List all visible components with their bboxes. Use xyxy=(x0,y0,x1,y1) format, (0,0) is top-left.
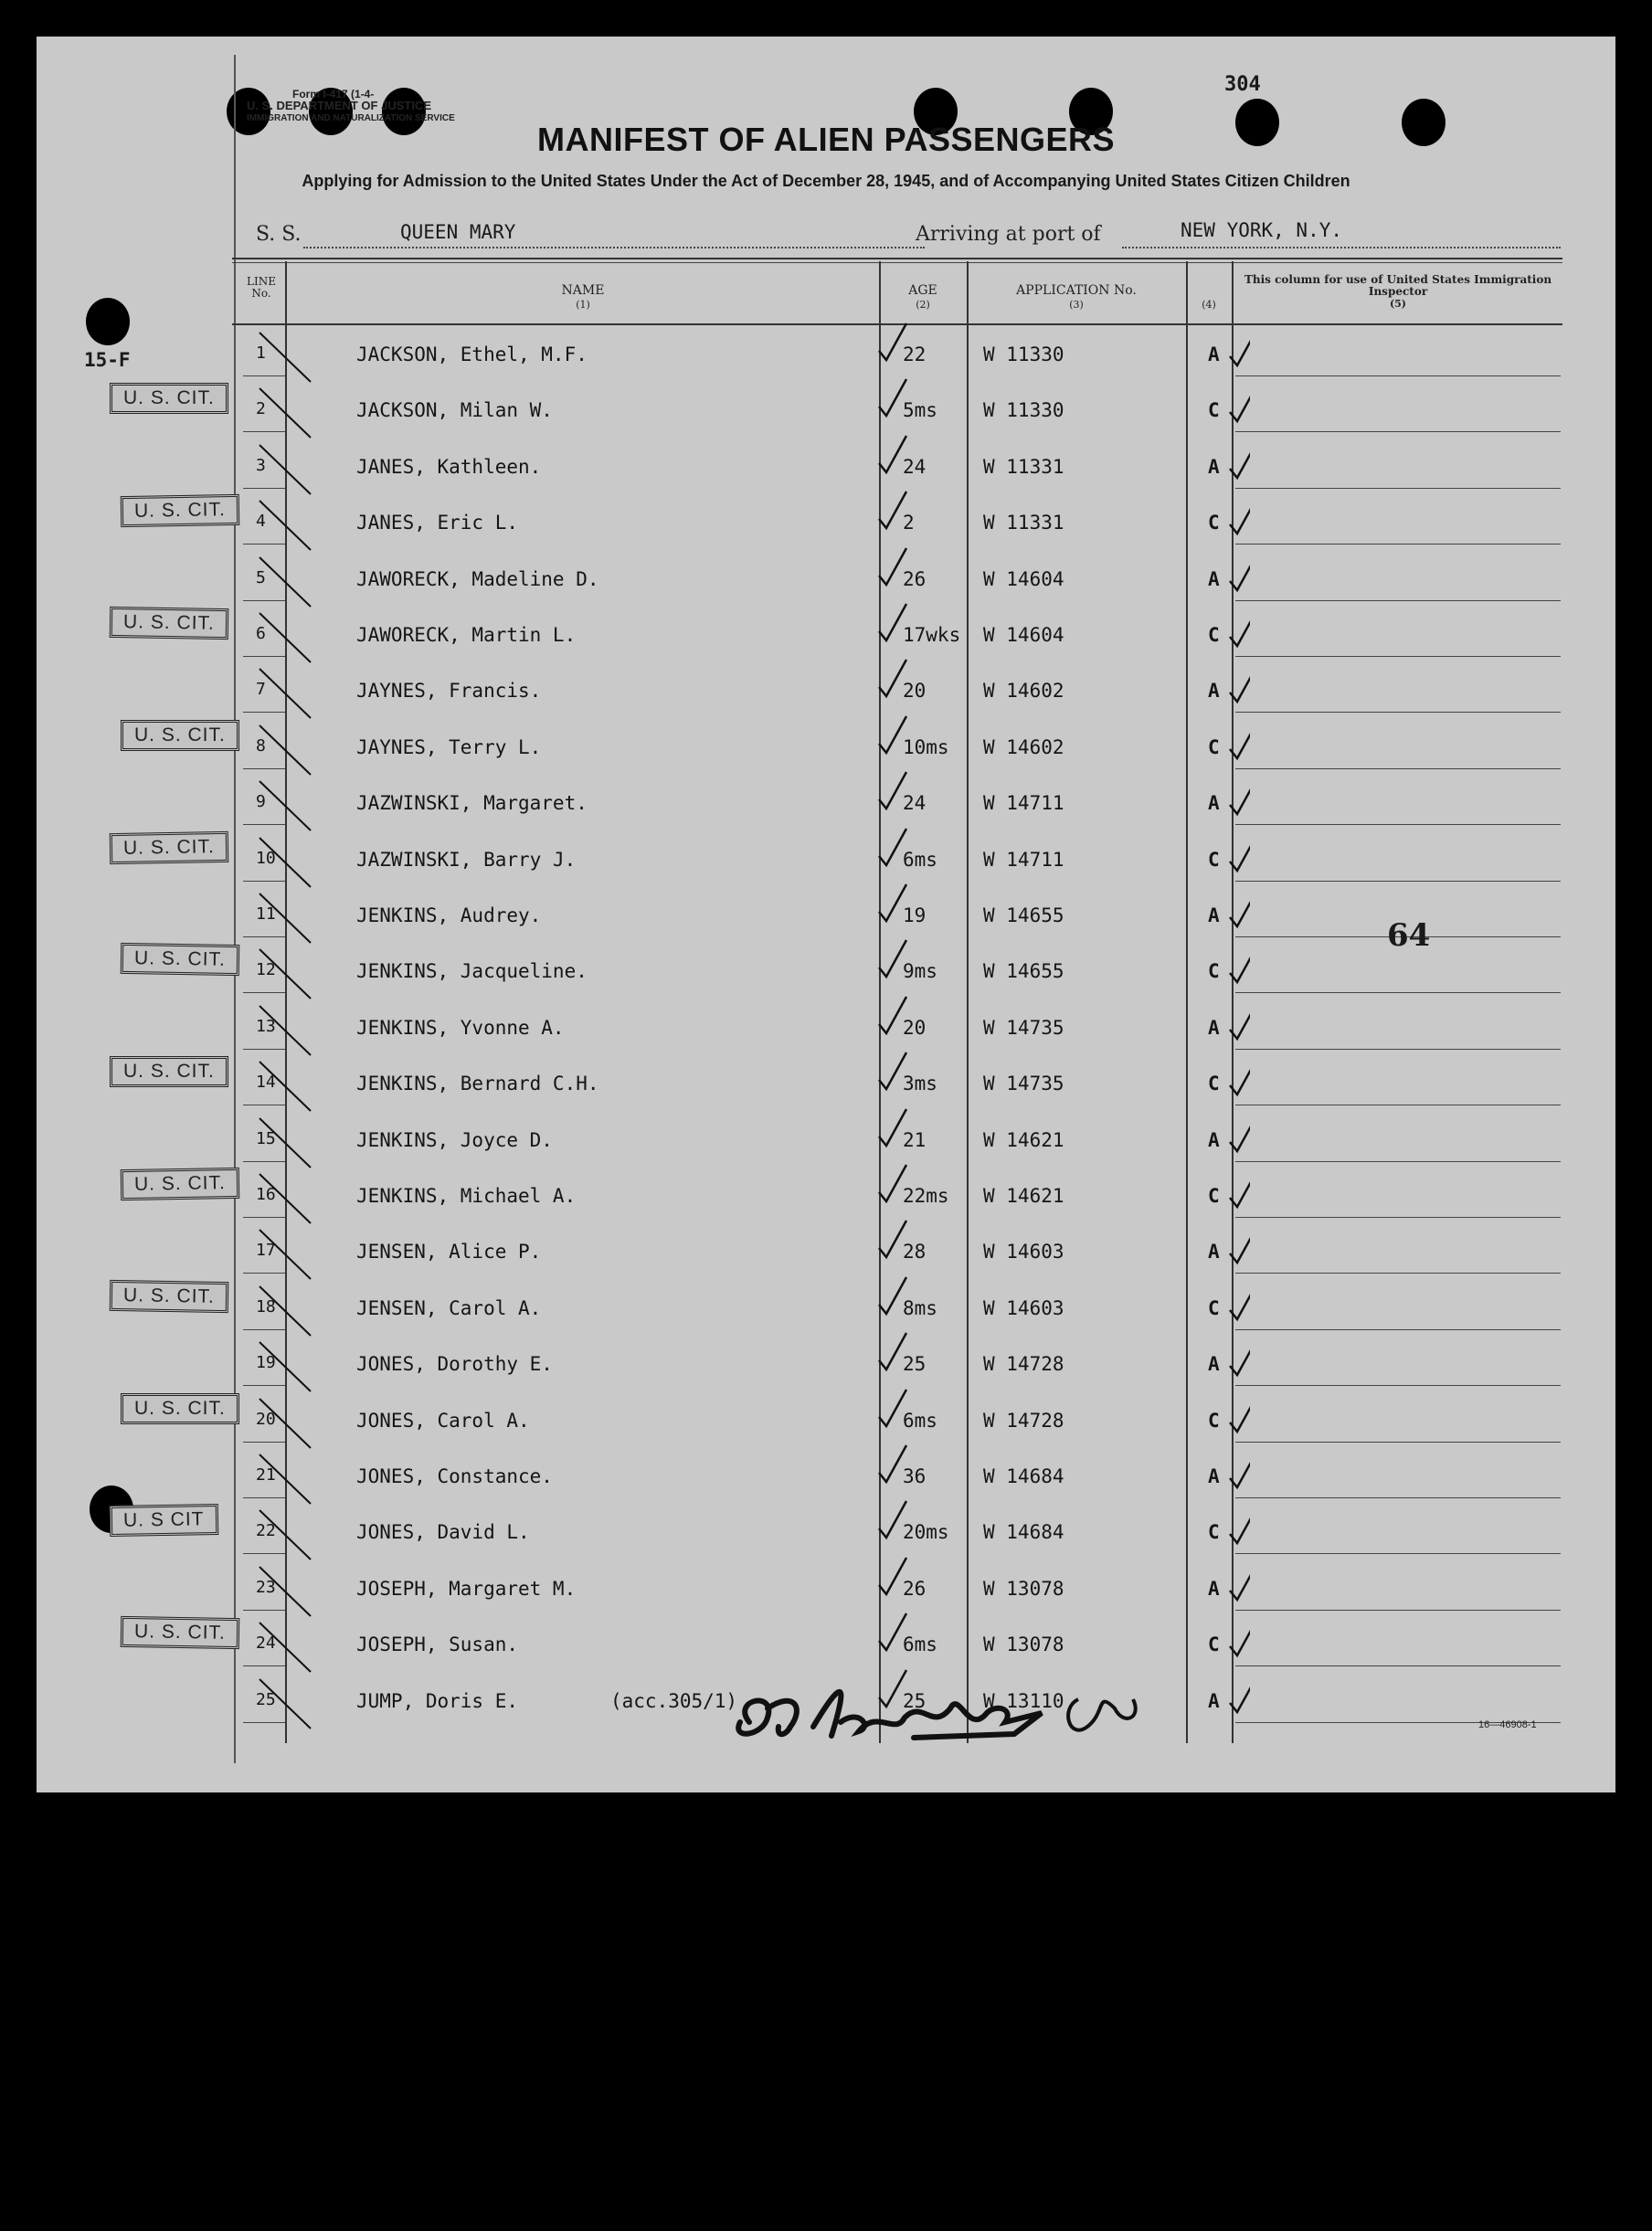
application-number: W 14735 xyxy=(983,1073,1064,1094)
line-slash-mark xyxy=(254,1228,318,1283)
status-code: A xyxy=(1208,344,1220,365)
passenger-name: JAWORECK, Madeline D. xyxy=(356,568,599,590)
status-code: A xyxy=(1208,568,1220,590)
check-mark-icon xyxy=(875,1105,912,1151)
passenger-age: 21 xyxy=(903,1129,927,1151)
side-note: 15-F xyxy=(84,349,131,371)
line-number: 16 xyxy=(256,1185,276,1204)
table-row xyxy=(37,886,1615,942)
application-number: W 14604 xyxy=(983,568,1064,590)
status-code: A xyxy=(1208,904,1220,926)
line-slash-mark xyxy=(254,386,318,441)
inspector-row-rule xyxy=(1235,600,1561,601)
col-header-line: LINE No. xyxy=(247,275,276,300)
passenger-name: JAWORECK, Martin L. xyxy=(356,624,577,646)
application-number: W 14655 xyxy=(983,904,1064,926)
application-number: W 14655 xyxy=(983,960,1064,982)
table-row xyxy=(37,1391,1615,1447)
col-header-age: AGE (2) xyxy=(908,283,937,311)
table-row xyxy=(37,606,1615,661)
passenger-age: 2 xyxy=(903,512,915,534)
check-mark-icon xyxy=(1226,1335,1250,1380)
line-slash-mark xyxy=(254,443,318,498)
service-header: IMMIGRATION AND NATURALIZATION SERVICE xyxy=(247,113,455,123)
application-number: W 11330 xyxy=(983,399,1064,421)
status-code: C xyxy=(1208,736,1220,758)
passenger-age: 22 xyxy=(903,344,927,365)
status-code: C xyxy=(1208,1185,1220,1207)
check-mark-icon xyxy=(875,545,912,590)
inspector-row-rule xyxy=(1235,488,1561,489)
passenger-name: JENKINS, Joyce D. xyxy=(356,1129,553,1151)
check-mark-icon xyxy=(1226,493,1250,539)
inspector-signature xyxy=(713,1672,1261,1754)
us-citizen-stamp: U. S. CIT. xyxy=(110,383,228,414)
passenger-name: JOSEPH, Susan. xyxy=(356,1634,519,1655)
check-mark-icon xyxy=(875,1161,912,1207)
passenger-name: JONES, Dorothy E. xyxy=(356,1353,553,1375)
passenger-name: JENSEN, Alice P. xyxy=(356,1241,542,1263)
check-mark-icon xyxy=(875,1329,912,1375)
line-number: 11 xyxy=(256,904,276,924)
line-slash-mark xyxy=(254,1508,318,1563)
check-mark-icon xyxy=(1226,999,1250,1044)
table-row xyxy=(37,1279,1615,1335)
line-number: 21 xyxy=(256,1465,276,1485)
status-code: A xyxy=(1208,1017,1220,1039)
line-number: 14 xyxy=(256,1073,276,1092)
line-number: 25 xyxy=(256,1690,276,1709)
check-mark-icon xyxy=(1226,1167,1250,1212)
check-mark-icon xyxy=(1226,718,1250,764)
passenger-age: 8ms xyxy=(903,1297,937,1319)
check-mark-icon xyxy=(875,375,912,421)
passenger-name: JANES, Eric L. xyxy=(356,512,519,534)
inspector-row-rule xyxy=(1235,375,1561,376)
check-mark-icon xyxy=(1226,1222,1250,1268)
status-code: A xyxy=(1208,1241,1220,1263)
passenger-age: 24 xyxy=(903,456,927,478)
check-mark-icon xyxy=(875,1610,912,1655)
inspector-row-rule xyxy=(1235,544,1561,545)
line-slash-mark xyxy=(254,1340,318,1395)
check-mark-icon xyxy=(875,432,912,478)
line-slash-mark xyxy=(254,1565,318,1620)
passenger-name: JANES, Kathleen. xyxy=(356,456,542,478)
check-mark-icon xyxy=(875,768,912,814)
passenger-age: 22ms xyxy=(903,1185,949,1207)
passenger-name: JENKINS, Audrey. xyxy=(356,904,542,926)
status-code: A xyxy=(1208,680,1220,702)
passenger-name: JENKINS, Yvonne A. xyxy=(356,1017,565,1039)
table-row xyxy=(37,774,1615,830)
line-number: 15 xyxy=(256,1129,276,1148)
status-code: A xyxy=(1208,1465,1220,1487)
passenger-age: 26 xyxy=(903,568,927,590)
line-slash-mark xyxy=(254,1453,318,1507)
inspector-row-rule xyxy=(1235,1665,1561,1666)
table-row xyxy=(37,550,1615,606)
table-row xyxy=(37,1335,1615,1390)
table-row xyxy=(37,493,1615,549)
table-row xyxy=(37,1503,1615,1559)
passenger-name: JUMP, Doris E. xyxy=(356,1690,519,1712)
application-number: W 14604 xyxy=(983,624,1064,646)
col-header-name: NAME (1) xyxy=(561,283,605,311)
check-mark-icon xyxy=(875,656,912,702)
page-title: MANIFEST OF ALIEN PASSENGERS xyxy=(536,121,1116,158)
table-row xyxy=(37,999,1615,1054)
line-number: 5 xyxy=(256,568,266,587)
passenger-name: JAZWINSKI, Margaret. xyxy=(356,792,588,814)
line-number: 7 xyxy=(256,680,266,699)
check-mark-icon xyxy=(1226,661,1250,707)
line-number: 2 xyxy=(256,399,266,418)
passenger-name: JONES, Constance. xyxy=(356,1465,553,1487)
ship-label: S. S. xyxy=(256,223,302,246)
table-top-rule xyxy=(232,258,1562,259)
check-mark-icon xyxy=(1226,886,1250,932)
check-mark-icon xyxy=(875,1274,912,1319)
line-slash-mark xyxy=(254,836,318,891)
application-number: W 14621 xyxy=(983,1185,1064,1207)
passenger-age: 6ms xyxy=(903,1634,937,1655)
status-code: C xyxy=(1208,849,1220,871)
line-number: 10 xyxy=(256,849,276,868)
table-row xyxy=(37,438,1615,493)
check-mark-icon xyxy=(875,713,912,758)
passenger-age: 26 xyxy=(903,1578,927,1600)
inspector-row-rule xyxy=(1235,824,1561,825)
us-citizen-stamp: U. S. CIT. xyxy=(121,1393,239,1424)
status-code: C xyxy=(1208,1297,1220,1319)
passenger-age: 5ms xyxy=(903,399,937,421)
check-mark-icon xyxy=(875,1497,912,1543)
passenger-age: 20 xyxy=(903,680,927,702)
line-number: 12 xyxy=(256,960,276,979)
application-number: W 14621 xyxy=(983,1129,1064,1151)
passenger-age: 6ms xyxy=(903,1410,937,1432)
application-number: W 14728 xyxy=(983,1353,1064,1375)
line-slash-mark xyxy=(254,1397,318,1452)
col-header-inspector: This column for use of United States Immigration Inspector (5) xyxy=(1244,273,1552,310)
port-name: NEW YORK, N.Y. xyxy=(1181,219,1343,241)
line-number: 23 xyxy=(256,1578,276,1597)
status-code: C xyxy=(1208,624,1220,646)
passenger-name: JONES, David L. xyxy=(356,1521,530,1543)
department-header: U. S. DEPARTMENT OF JUSTICE xyxy=(247,99,431,112)
line-slash-mark xyxy=(254,555,318,610)
check-mark-icon xyxy=(875,320,912,365)
check-mark-icon xyxy=(1226,1391,1250,1437)
table-row xyxy=(37,381,1615,437)
check-mark-icon xyxy=(1226,1279,1250,1325)
us-citizen-stamp: U. S. CIT. xyxy=(121,1616,239,1649)
inspector-row-rule xyxy=(1235,1497,1561,1498)
passenger-age: 9ms xyxy=(903,960,937,982)
inspector-row-rule xyxy=(1235,431,1561,432)
line-slash-mark xyxy=(254,1116,318,1171)
page-number: 304 xyxy=(1224,73,1261,96)
passenger-age: 6ms xyxy=(903,849,937,871)
line-slash-mark xyxy=(254,667,318,722)
inspector-row-rule xyxy=(1235,1553,1561,1554)
application-number: W 14603 xyxy=(983,1297,1064,1319)
inspector-row-rule xyxy=(1235,1161,1561,1162)
passenger-name: JAYNES, Francis. xyxy=(356,680,542,702)
inspector-row-rule xyxy=(1235,1329,1561,1330)
application-number: W 13078 xyxy=(983,1578,1064,1600)
form-number-footer: 16—46908-1 xyxy=(1478,1719,1537,1730)
check-mark-icon xyxy=(875,1217,912,1263)
line-slash-mark xyxy=(254,1172,318,1227)
table-row xyxy=(37,1167,1615,1222)
passenger-name: JAYNES, Terry L. xyxy=(356,736,542,758)
passenger-age: 19 xyxy=(903,904,927,926)
check-mark-icon xyxy=(875,1386,912,1432)
line-slash-mark xyxy=(254,1060,318,1115)
table-row xyxy=(37,718,1615,774)
check-mark-icon xyxy=(1226,1111,1250,1157)
line-number: 1 xyxy=(256,344,266,363)
application-number: W 14735 xyxy=(983,1017,1064,1039)
line-slash-mark xyxy=(254,499,318,554)
check-mark-icon xyxy=(1226,606,1250,651)
status-code: C xyxy=(1208,1634,1220,1655)
table-row xyxy=(37,942,1615,998)
check-mark-icon xyxy=(875,936,912,982)
passenger-age: 36 xyxy=(903,1465,927,1487)
check-mark-icon xyxy=(875,993,912,1039)
check-mark-icon xyxy=(875,881,912,926)
us-citizen-stamp: U. S. CIT. xyxy=(110,831,228,864)
application-number: W 11331 xyxy=(983,456,1064,478)
line-slash-mark xyxy=(254,331,318,386)
passenger-age: 20ms xyxy=(903,1521,949,1543)
line-number: 8 xyxy=(256,736,266,756)
passenger-name: JENSEN, Carol A. xyxy=(356,1297,542,1319)
application-number: W 14602 xyxy=(983,736,1064,758)
port-dotted-line xyxy=(1122,247,1561,248)
passenger-age: 17wks xyxy=(903,624,961,646)
status-code: C xyxy=(1208,512,1220,534)
line-slash-mark xyxy=(254,892,318,946)
check-mark-icon xyxy=(1226,438,1250,483)
table-row xyxy=(37,325,1615,381)
status-code: A xyxy=(1208,456,1220,478)
us-citizen-stamp: U. S. CIT. xyxy=(110,1280,228,1313)
application-number: W 14711 xyxy=(983,792,1064,814)
line-slash-mark xyxy=(254,1285,318,1339)
passenger-name: JENKINS, Michael A. xyxy=(356,1185,577,1207)
table-row xyxy=(37,830,1615,886)
line-slash-mark xyxy=(254,1621,318,1676)
application-number: W 14603 xyxy=(983,1241,1064,1263)
status-code: C xyxy=(1208,1073,1220,1094)
ship-name: QUEEN MARY xyxy=(400,221,516,243)
application-number: W 14684 xyxy=(983,1521,1064,1543)
check-mark-icon xyxy=(875,1049,912,1094)
inspector-count: 64 xyxy=(1387,917,1431,954)
line-number: 9 xyxy=(256,792,266,811)
passenger-name: JOSEPH, Margaret M. xyxy=(356,1578,577,1600)
inspector-row-rule xyxy=(1235,1442,1561,1443)
status-code: A xyxy=(1208,1353,1220,1375)
passenger-note: (acc.305/1) xyxy=(610,1690,738,1712)
table-row xyxy=(37,661,1615,717)
check-mark-icon xyxy=(875,1442,912,1487)
check-mark-icon xyxy=(1226,381,1250,427)
passenger-age: 24 xyxy=(903,792,927,814)
line-number: 19 xyxy=(256,1353,276,1372)
status-code: C xyxy=(1208,960,1220,982)
passenger-age: 3ms xyxy=(903,1073,937,1094)
application-number: W 11331 xyxy=(983,512,1064,534)
check-mark-icon xyxy=(1226,774,1250,819)
inspector-row-rule xyxy=(1235,1049,1561,1050)
col-header-4: (4) xyxy=(1202,299,1216,311)
passenger-age: 25 xyxy=(903,1353,927,1375)
us-citizen-stamp: U. S. CIT. xyxy=(110,1056,228,1087)
table-row xyxy=(37,1615,1615,1671)
line-slash-mark xyxy=(254,779,318,834)
inspector-row-rule xyxy=(1235,1610,1561,1611)
application-number: W 13110 xyxy=(983,1690,1064,1712)
inspector-row-rule xyxy=(1235,992,1561,993)
passenger-name: JACKSON, Milan W. xyxy=(356,399,553,421)
status-code: C xyxy=(1208,399,1220,421)
us-citizen-stamp: U. S. CIT. xyxy=(110,607,228,640)
status-code: C xyxy=(1208,1410,1220,1432)
table-row xyxy=(37,1447,1615,1503)
check-mark-icon xyxy=(1226,1503,1250,1549)
inspector-row-rule xyxy=(1235,881,1561,882)
application-number: W 14711 xyxy=(983,849,1064,871)
line-slash-mark xyxy=(254,611,318,666)
application-number: W 11330 xyxy=(983,344,1064,365)
ship-dotted-line xyxy=(303,247,925,248)
manifest-sheet xyxy=(37,37,1615,1792)
table-row xyxy=(37,1560,1615,1615)
page-subtitle: Applying for Admission to the United States Under the Act of December 28, 1945, and of Accompanying United States Citizen Children xyxy=(302,172,1350,190)
application-number: W 14728 xyxy=(983,1410,1064,1432)
form-number-header: Form I-417 (1-4- xyxy=(292,88,375,100)
table-row xyxy=(37,1222,1615,1278)
status-code: A xyxy=(1208,1690,1220,1712)
port-label: Arriving at port of xyxy=(916,223,1101,246)
line-number: 13 xyxy=(256,1017,276,1036)
passenger-name: JACKSON, Ethel, M.F. xyxy=(356,344,588,365)
check-mark-icon xyxy=(875,1554,912,1600)
status-code: A xyxy=(1208,792,1220,814)
passenger-name: JENKINS, Bernard C.H. xyxy=(356,1073,599,1094)
check-mark-icon xyxy=(875,825,912,871)
line-number: 22 xyxy=(256,1521,276,1540)
check-mark-icon xyxy=(875,488,912,534)
line-number: 20 xyxy=(256,1410,276,1429)
line-number: 3 xyxy=(256,456,266,475)
passenger-age: 20 xyxy=(903,1017,927,1039)
application-number: W 14602 xyxy=(983,680,1064,702)
check-mark-icon xyxy=(1226,1054,1250,1100)
application-number: W 14684 xyxy=(983,1465,1064,1487)
status-code: C xyxy=(1208,1521,1220,1543)
line-number: 6 xyxy=(256,624,266,643)
inspector-row-rule xyxy=(1235,1273,1561,1274)
table-top-rule-2 xyxy=(232,262,1562,263)
line-number: 24 xyxy=(256,1634,276,1653)
line-slash-mark xyxy=(254,724,318,778)
line-slash-mark xyxy=(254,1004,318,1059)
table-row xyxy=(37,1054,1615,1110)
inspector-row-rule xyxy=(1235,656,1561,657)
line-number: 18 xyxy=(256,1297,276,1316)
inspector-row-rule xyxy=(1235,1217,1561,1218)
check-mark-icon xyxy=(1226,1447,1250,1493)
line-slash-mark xyxy=(254,1677,318,1732)
us-citizen-stamp: U. S. CIT. xyxy=(121,720,239,751)
passenger-age: 10ms xyxy=(903,736,949,758)
inspector-row-rule xyxy=(1235,712,1561,713)
check-mark-icon xyxy=(1226,1615,1250,1661)
passenger-name: JONES, Carol A. xyxy=(356,1410,530,1432)
us-citizen-stamp: U. S. CIT. xyxy=(121,943,239,976)
line-slash-mark xyxy=(254,947,318,1002)
check-mark-icon xyxy=(1226,830,1250,876)
passenger-name: JAZWINSKI, Barry J. xyxy=(356,849,577,871)
check-mark-icon xyxy=(875,600,912,646)
us-citizen-stamp: U. S. CIT. xyxy=(121,494,239,527)
inspector-row-rule xyxy=(1235,1385,1561,1386)
inspector-row-rule xyxy=(1235,768,1561,769)
col-header-application: APPLICATION No. (3) xyxy=(1016,283,1137,311)
line-number: 4 xyxy=(256,512,266,531)
check-mark-icon xyxy=(1226,1560,1250,1605)
us-citizen-stamp: U. S CIT xyxy=(110,1504,218,1537)
status-code: A xyxy=(1208,1129,1220,1151)
passenger-age: 28 xyxy=(903,1241,927,1263)
status-code: A xyxy=(1208,1578,1220,1600)
application-number: W 13078 xyxy=(983,1634,1064,1655)
check-mark-icon xyxy=(1226,550,1250,596)
check-mark-icon xyxy=(1226,325,1250,371)
table-row xyxy=(37,1111,1615,1167)
us-citizen-stamp: U. S. CIT. xyxy=(121,1168,239,1200)
passenger-age: 25 xyxy=(903,1690,927,1712)
passenger-name: JENKINS, Jacqueline. xyxy=(356,960,588,982)
line-number: 17 xyxy=(256,1241,276,1260)
check-mark-icon xyxy=(1226,942,1250,988)
